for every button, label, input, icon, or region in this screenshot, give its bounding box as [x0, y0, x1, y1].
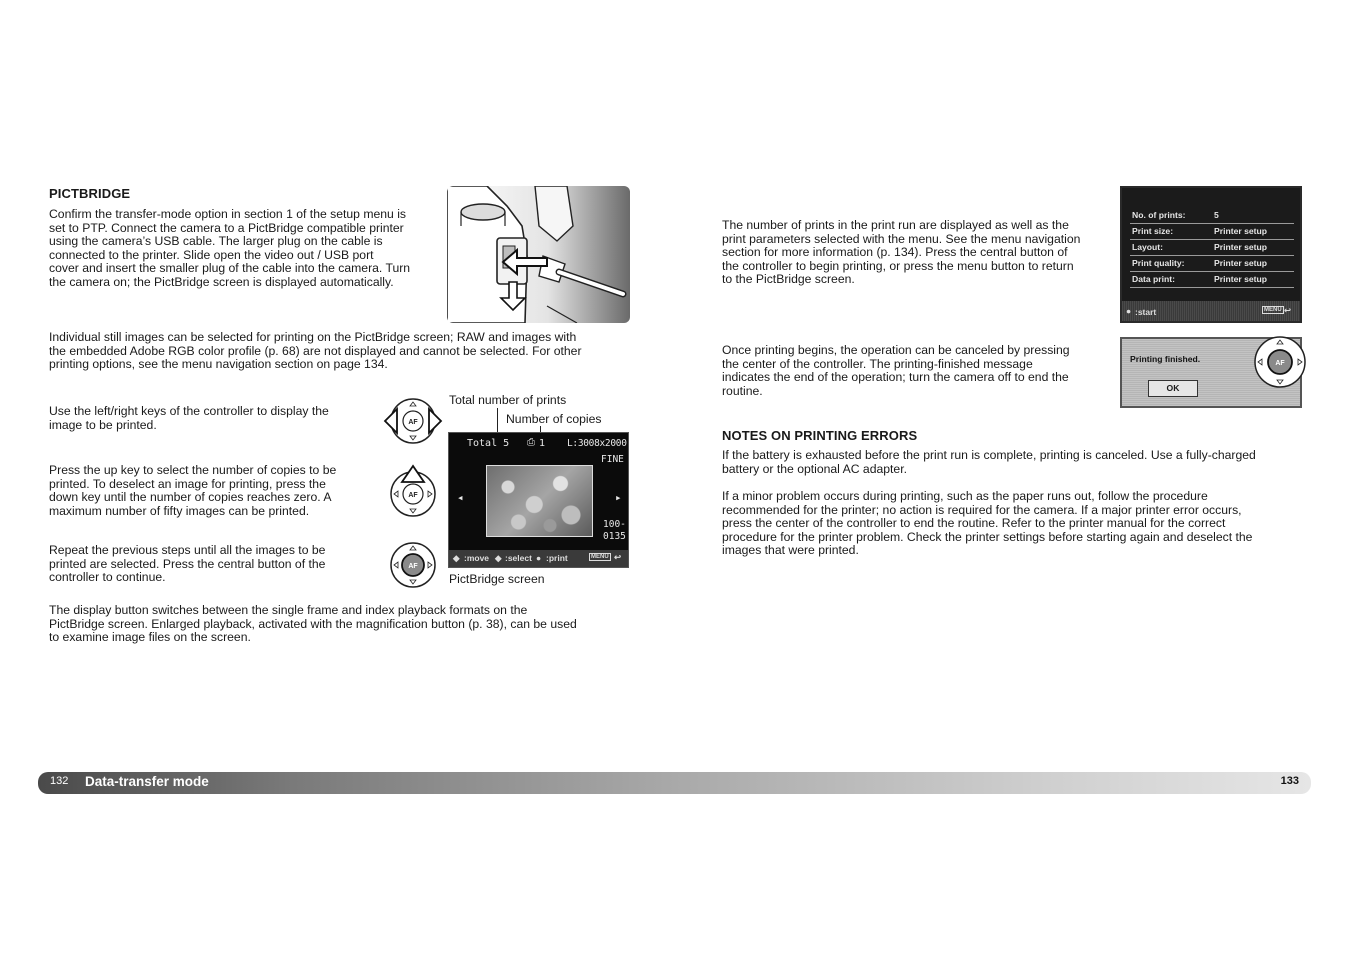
flower-thumbnail-image [486, 465, 593, 537]
label-total-prints: Total number of prints [449, 393, 567, 407]
ok-button[interactable]: OK [1148, 380, 1198, 397]
menu-row-value: Printer setup [1214, 242, 1268, 252]
text-line: cover and insert the smaller plug of the cable into the camera. Turn [49, 261, 411, 276]
af-label: AF [408, 563, 418, 570]
text-line: procedure for the printer problem. Check the printer settings before starting again and deselect the [722, 529, 1253, 544]
controller-left-right-icon [383, 397, 443, 445]
controller-center-icon [389, 541, 437, 589]
start-label: :start [1135, 307, 1157, 317]
controller-center-diagram-2 [1252, 334, 1308, 390]
step-repeat-paragraph [49, 544, 369, 585]
text-line: Once printing begins, the operation can be canceled by pressing [722, 343, 1070, 357]
menu-row-value: 5 [1214, 210, 1219, 220]
menu-row [1130, 224, 1294, 240]
menu-row [1130, 240, 1294, 256]
pictbridge-lcd-screen [448, 432, 629, 568]
printer-icon: ⎙ [527, 437, 535, 448]
cancel-printing-paragraph [722, 344, 1112, 398]
text-line: Confirm the transfer-mode option in section 1 of the setup menu is [49, 207, 407, 221]
move-label: :move [464, 553, 490, 563]
camera-usb-icon [447, 186, 630, 323]
section-heading-printing-errors: NOTES ON PRINTING ERRORS [722, 428, 918, 443]
text-line: indicates the end of the operation; turn the camera off to end the [722, 370, 1069, 385]
section-heading-pictbridge: PICTBRIDGE [49, 186, 131, 201]
text-line: the embedded Adobe RGB color profile (p. 68) are not displayed and cannot be selected. For other [49, 343, 582, 358]
text-line: printed. To deselect an image for printing, press the [49, 476, 326, 491]
step-left-right-paragraph [49, 405, 369, 432]
print-icon: ● [536, 553, 542, 563]
text-line: Press the up key to select the number of copies to be [49, 463, 337, 477]
return-icon: ↩ [1284, 305, 1292, 315]
text-line: The display button switches between the single frame and index playback formats on the [49, 603, 528, 617]
menu-row [1130, 256, 1294, 272]
footer-section-title: Data-transfer mode [85, 774, 209, 789]
controller-up-diagram [389, 464, 437, 518]
text-line: If a minor problem occurs during printing, such as the paper runs out, follow the procedure [722, 489, 1208, 503]
left-page-number: 132 [50, 775, 69, 787]
menu-badge: MENU [591, 554, 609, 560]
text-line: print parameters selected with the menu. See the menu navigation [722, 231, 1081, 246]
intro-paragraph [49, 208, 444, 290]
text-line: battery or the optional AC adapter. [722, 461, 907, 476]
text-line: The number of prints in the print run are displayed as well as the [722, 218, 1069, 232]
right-page-number: 133 [1280, 775, 1299, 787]
text-line: the controller to begin printing, or press the menu button to return [722, 258, 1074, 273]
controller-left-right-diagram [383, 397, 443, 445]
text-line: maximum number of fifty images can be printed. [49, 503, 310, 518]
copies-readout: 1 [539, 438, 546, 449]
print-run-paragraph [722, 219, 1112, 287]
text-line: Use the left/right keys of the controller to display the [49, 404, 329, 418]
text-line: If the battery is exhausted before the print run is complete, printing is canceled. Use a fully-charged [722, 448, 1256, 462]
text-line: PictBridge screen. Enlarged playback, activated with the magnification button (p. 38), can be used [49, 616, 577, 631]
menu-row-key: Print size: [1132, 226, 1174, 236]
text-line: to examine image files on the screen. [49, 630, 251, 645]
text-line: to the PictBridge screen. [722, 272, 855, 287]
select-icon: ◆ [495, 553, 502, 563]
move-icon: ◆ [453, 553, 460, 563]
af-label: AF [1275, 360, 1285, 367]
af-label: AF [408, 492, 418, 499]
file-number-readout: 0135 [603, 531, 626, 542]
select-label: :select [505, 553, 532, 563]
battery-paragraph [722, 449, 1307, 476]
text-line: Individual still images can be selected for printing on the PictBridge screen; RAW and images with [49, 330, 577, 344]
menu-help-bar [1122, 301, 1300, 321]
controller-up-icon [389, 464, 437, 518]
minor-problem-paragraph [722, 490, 1307, 558]
text-line: press the center of the controller to end the routine. Refer to the printer manual for the correct [722, 516, 1226, 531]
menu-row-value: Printer setup [1214, 226, 1268, 236]
text-line: set to PTP. Connect the camera to a PictBridge compatible printer [49, 220, 404, 235]
image-size-readout: L:3008x2000 [567, 438, 627, 449]
caption-pictbridge-screen: PictBridge screen [449, 572, 545, 586]
menu-row-key: Data print: [1132, 274, 1175, 284]
menu-row-key: Layout: [1132, 242, 1164, 252]
printing-finished-message: Printing finished. [1130, 354, 1201, 364]
folder-number-readout: 100- [603, 519, 626, 530]
text-line: recommended for the printer; no action is required for the camera. If a major printer error occurs, [722, 502, 1242, 517]
page-footer-bar [38, 772, 1311, 794]
right-arrow-icon: ▸ [615, 491, 622, 504]
text-line: printed are selected. Press the central button of the [49, 556, 326, 571]
print-settings-screen [1120, 186, 1302, 323]
text-line: the camera on; the PictBridge screen is displayed automatically. [49, 274, 394, 289]
menu-row-value: Printer setup [1214, 274, 1268, 284]
quality-readout: FINE [601, 454, 624, 465]
menu-row-key: No. of prints: [1132, 210, 1186, 220]
label-number-of-copies: Number of copies [506, 412, 602, 426]
step-up-key-paragraph [49, 464, 369, 518]
text-line: down key until the number of copies reaches zero. A [49, 490, 332, 505]
start-icon: ● [1126, 306, 1132, 316]
usb-connection-illustration [447, 186, 630, 323]
text-line: images that were printed. [722, 543, 859, 558]
af-label: AF [408, 419, 418, 426]
menu-row-value: Printer setup [1214, 258, 1268, 268]
lcd-help-bar [449, 550, 628, 567]
display-button-paragraph [49, 604, 639, 645]
text-line: using the camera’s USB cable. The larger plug on the cable is [49, 234, 383, 249]
text-line: image to be printed. [49, 417, 157, 432]
menu-row [1130, 272, 1294, 288]
menu-row-key: Print quality: [1132, 258, 1185, 268]
menu-row [1130, 208, 1294, 224]
controller-center-diagram [389, 541, 437, 589]
text-line: printing options, see the menu navigation section on page 134. [49, 357, 388, 372]
return-icon: ↩ [614, 552, 622, 562]
individual-images-paragraph [49, 331, 639, 372]
controller-center-icon [1252, 334, 1308, 390]
text-line: routine. [722, 383, 763, 398]
text-line: Repeat the previous steps until all the images to be [49, 543, 326, 557]
menu-badge: MENU [1264, 307, 1282, 313]
left-arrow-icon: ◂ [457, 491, 464, 504]
total-prints-readout: Total 5 [467, 438, 510, 449]
text-line: section for more information (p. 134). Press the central button of [722, 245, 1068, 260]
text-line: the center of the controller. The printing-finished message [722, 356, 1033, 371]
print-label: :print [546, 553, 568, 563]
text-line: controller to continue. [49, 570, 166, 585]
text-line: connected to the printer. Slide open the video out / USB port [49, 247, 374, 262]
